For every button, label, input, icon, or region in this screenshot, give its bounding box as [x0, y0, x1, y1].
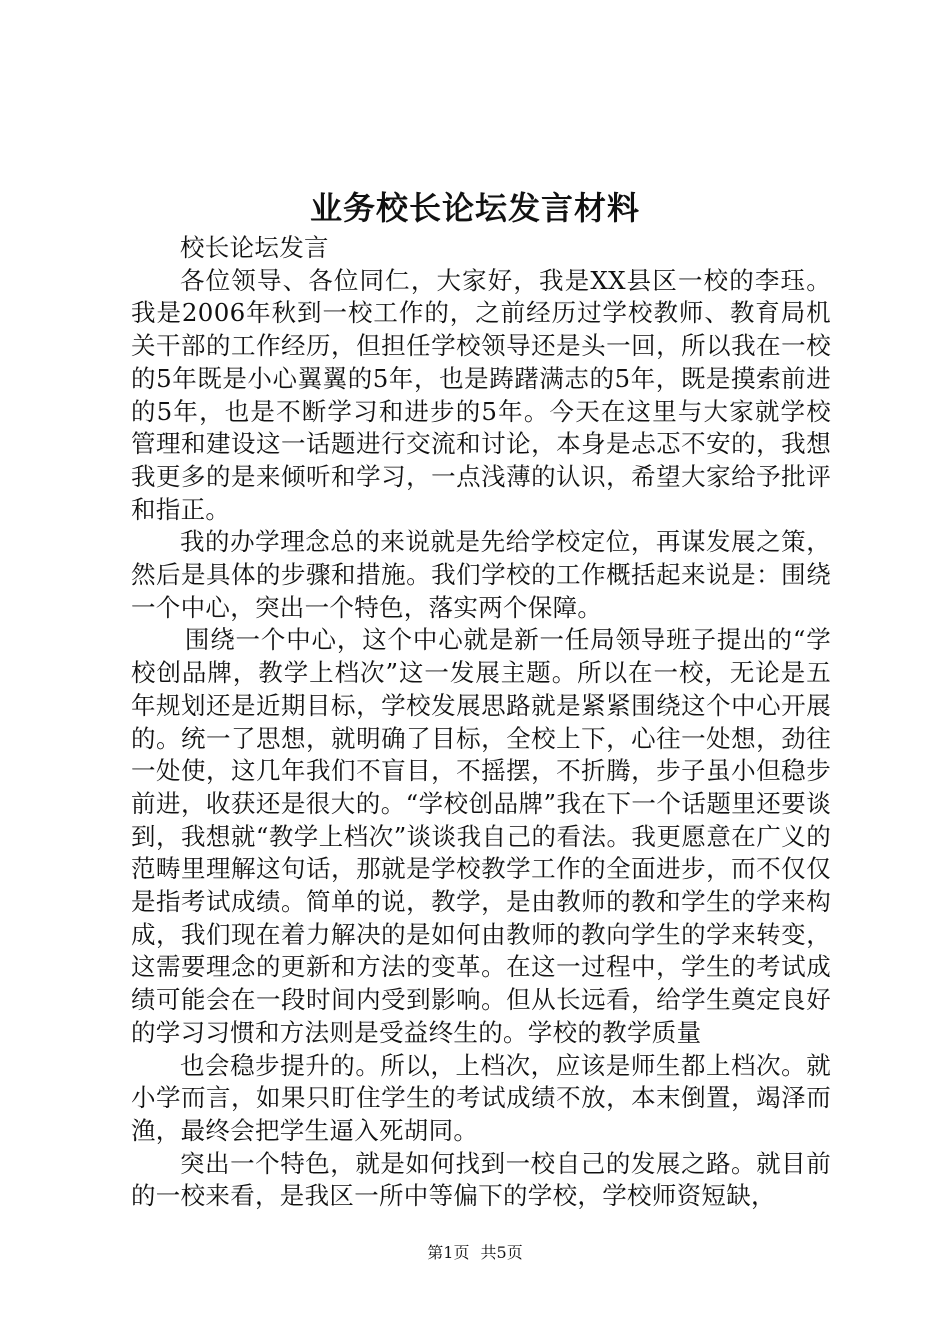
paragraph: 也会稳步提升的。所以，上档次，应该是师生都上档次。就小学而言，如果只盯住学生的考试成绩不放，本末倒置，竭泽而渔，最终会把学生逼入死胡同。 [131, 1050, 831, 1145]
paragraph: 各位领导、各位同仁，大家好，我是XX县区一校的李珏。我是2006年秋到一校工作的，之前经历过学校教师、教育局机关干部的工作经历，但担任学校领导还是头一回，所以我在一校的5年既是小心翼翼的5年，也是踌躇满志的5年，既是摸索前进的5年，也是不断学习和进步的5年。今天在这里与大家就学校管理和建设这一话题进行交流和讨论，本身是忐忑不安的，我想我更多的是来倾听和学习，一点浅薄的认识，希望大家给予批评和指正。 [131, 265, 831, 524]
paragraph: 突出一个特色，就是如何找到一校自己的发展之路。就目前的一校来看，是我区一所中等偏下的学校，学校师资短缺， [131, 1148, 831, 1211]
page-total: 共5页 [480, 1243, 523, 1262]
paragraph: 我的办学理念总的来说就是先给学校定位，再谋发展之策，然后是具体的步骤和措施。我们学校的工作概括起来说是：围绕一个中心，突出一个特色，落实两个保障。 [131, 527, 831, 622]
page-number: 第1页 [427, 1243, 470, 1262]
document-body [131, 232, 831, 1213]
paragraph: 围绕一个中心，这个中心就是新一任局领导班子提出的“学校创品牌，教学上档次”这一发展主题。所以在一校，无论是五年规划还是近期目标，学校发展思路就是紧紧围绕这个中心开展的。统一了思想，就明确了目标，全校上下，心往一处想，劲往一处使，这几年我们不盲目，不摇摆，不折腾，步子虽小但稳步前进，收获还是很大的。“学校创品牌”我在下一个话题里还要谈到，我想就“教学上档次”谈谈我自己的看法。我更愿意在广义的范畴里理解这句话，那就是学校教学工作的全面进步，而不仅仅是指考试成绩。简单的说，教学，是由教师的教和学生的学来构成，我们现在着力解决的是如何由教师的教向学生的学来转变，这需要理念的更新和方法的变革。在这一过程中，学生的考试成绩可能会在一段时间内受到影响。但从长远看，给学生奠定良好的学习习惯和方法则是受益终生的。学校的教学质量 [131, 625, 831, 1047]
paragraph-heading: 校长论坛发言 [180, 233, 329, 262]
page-footer [0, 1242, 950, 1264]
document-title: 业务校长论坛发言材料 [309, 189, 640, 227]
